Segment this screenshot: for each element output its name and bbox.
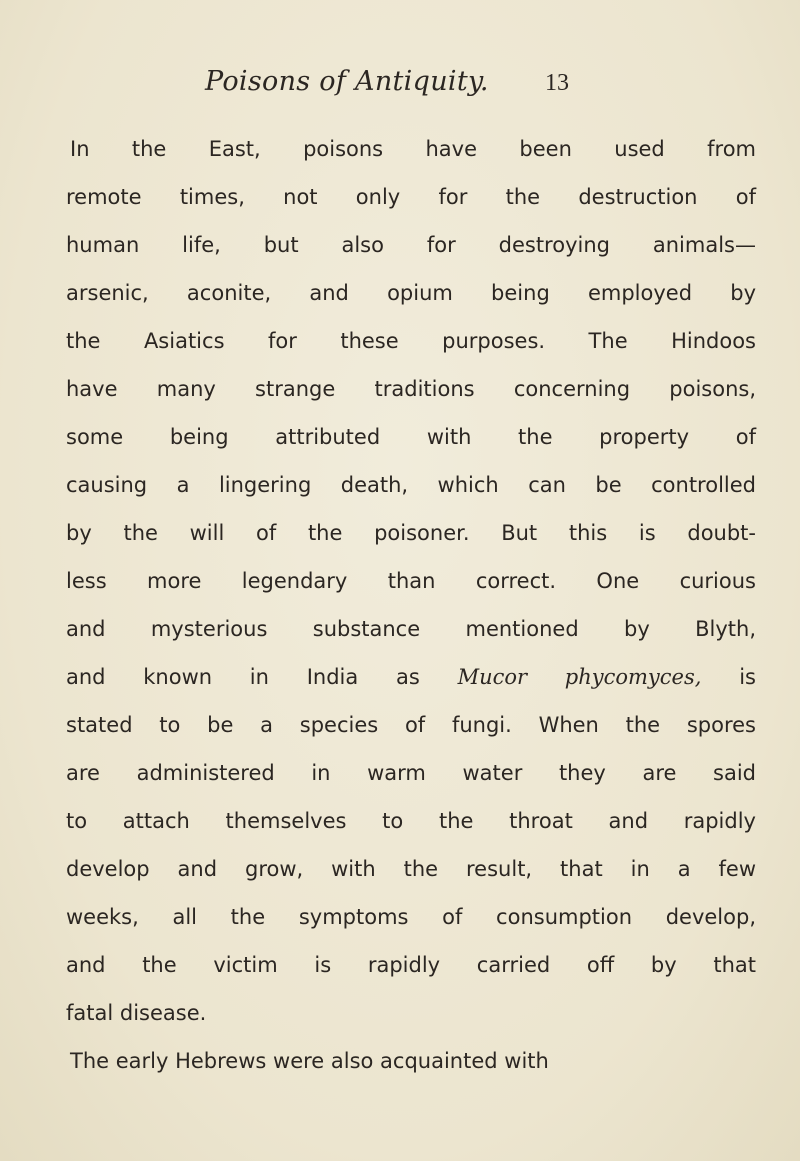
text-line: remote times, not only for the destruction of (66, 185, 756, 209)
text-line: by the will of the poisoner. But this is doubt- (66, 521, 756, 545)
text-line: less more legendary than correct. One curious (66, 569, 756, 593)
text-line (66, 653, 756, 701)
text-line: weeks, all the symptoms of consumption develop, (66, 905, 756, 929)
page-number: 13 (545, 70, 569, 96)
text-line: fatal disease. (66, 1001, 207, 1025)
text-line: some being attributed with the property of (66, 425, 756, 449)
text-line: arsenic, aconite, and opium being employed by (66, 281, 756, 305)
text-line: develop and grow, with the result, that in a few (66, 857, 756, 881)
running-head (0, 66, 800, 106)
text-line: In the East, poisons have been used from (70, 137, 756, 161)
text-line: causing a lingering death, which can be controlled (66, 473, 756, 497)
text-line: the Asiatics for these purposes. The Hindoos (66, 329, 756, 353)
text-line: human life, but also for destroying animals— (66, 233, 756, 257)
running-title: Poisons of Antiquity. (205, 66, 489, 97)
text-line: and the victim is rapidly carried off by that (66, 953, 756, 977)
text-line: The early Hebrews were also acquainted with (70, 1049, 549, 1073)
text-segment: and known in India as (66, 665, 420, 689)
text-line: have many strange traditions concerning poisons, (66, 377, 756, 401)
text-segment: is (739, 665, 756, 689)
text-line: are administered in warm water they are said (66, 761, 756, 785)
text-line: stated to be a species of fungi. When the spores (66, 713, 756, 737)
text-line: to attach themselves to the throat and rapidly (66, 809, 756, 833)
species-name: Mucor phycomyces, (457, 665, 702, 689)
body-text (66, 125, 756, 1085)
text-line: and mysterious substance mentioned by Blyth, (66, 617, 756, 641)
